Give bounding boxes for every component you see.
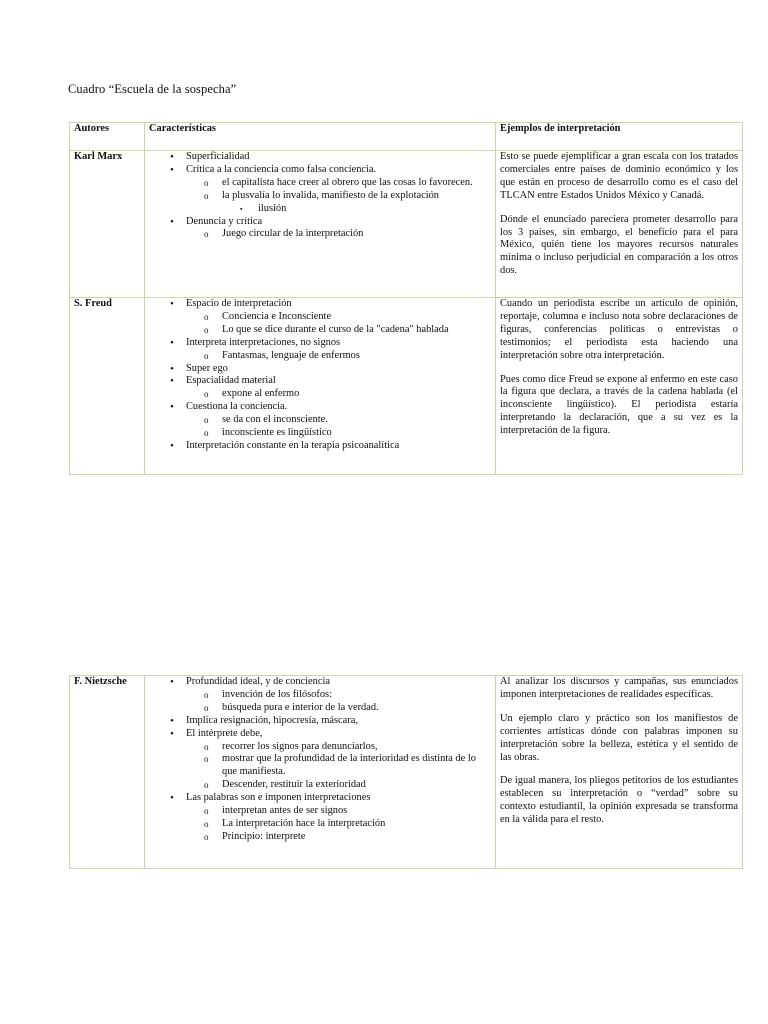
example-paragraph: De igual manera, los pliegos petitorios de los estudiantes establecen su interpretación o “verdad” sobre su contexto estudiantil, la opinión expresada se transforma en la válida para el resto.: [500, 775, 738, 826]
table-page-1: [69, 122, 743, 475]
list-item: • Implica resignación, hipocresía, máscara,: [186, 715, 491, 728]
list-item: • Superficialidad: [186, 151, 491, 164]
example-paragraph: Esto se puede ejemplificar a gran escala con los tratados comerciales entre países de dominio económico y los que están en proceso de desarrollo como es el caso del TLCAN entre Estados Unidos México y Canadá.: [500, 151, 738, 201]
header-autores: Autores: [70, 123, 145, 151]
list-item: o búsqueda pura e interior de la verdad.: [222, 702, 491, 715]
list-item: o Descender, restituir la exterioridad: [222, 779, 491, 792]
list-item: o Fantasmas, lenguaje de enfermos: [222, 350, 491, 363]
list-item: [222, 190, 491, 216]
list-item: o recorrer los signos para denunciarlos,: [222, 741, 491, 754]
list-item-text: Espacio de interpretación: [186, 298, 292, 309]
list-item-text: Espacialidad material: [186, 375, 276, 387]
list-item: o Juego circular de la interpretación: [222, 228, 491, 241]
table-row-nietzsche: [70, 676, 743, 869]
list-item: • Super ego: [186, 363, 491, 376]
example-paragraph: Dónde el enunciado pareciera prometer desarrollo para los 3 países, sin embargo, el beneficio para el para México, quién tiene los mayores recursos naturales mínima o incluso perjudicial en comparación a los otros dos.: [500, 213, 738, 277]
example-paragraph: Cuando un periodista escribe un artículo de opinión, reportaje, columna e incluso nota sobre declaraciones de figuras, conferencias políticas o entrevistas o testimonios; el periodista esta haciendo una interpretación sobre otra interpretación.: [500, 298, 738, 361]
list-item: o se da con el inconsciente.: [222, 414, 491, 427]
example-paragraph: Al analizar los discursos y campañas, sus enunciados imponen interpretaciones de realidades específicas.: [500, 676, 738, 700]
list-item: [186, 164, 491, 216]
list-item: o inconsciente es lingüístico: [222, 427, 491, 440]
examples-nietzsche: [496, 676, 743, 869]
header-ejemplos: Ejemplos de interpretación: [496, 123, 743, 151]
list-item-text: El intérprete debe,: [186, 727, 263, 739]
list-item: o mostrar que la profundidad de la interioridad es distinta de lo que manifiesta.: [222, 753, 491, 779]
list-item: o Lo que se dice durante el curso de la "cadena" hablada: [222, 324, 491, 337]
list-item: [186, 298, 491, 337]
author-nietzsche: F. Nietzsche: [70, 676, 145, 869]
table-row-marx: [70, 151, 743, 298]
example-paragraph: Un ejemplo claro y práctico son los manifiestos de corrientes artísticas dónde con palabras imponen su interpretación sobre la belleza, estética y el sentido de las obras.: [500, 712, 738, 763]
list-item-text: Crítica a la conciencia como falsa conciencia.: [186, 163, 377, 175]
table-page-2: [69, 675, 743, 869]
list-item: [186, 792, 491, 844]
list-item: [186, 216, 491, 242]
list-item: o interpretan antes de ser signos: [222, 805, 491, 818]
list-item: o Principio: interprete: [222, 831, 491, 844]
table-row-freud: [70, 298, 743, 475]
list-item: o expone al enfermo: [222, 388, 491, 401]
examples-marx: [496, 151, 743, 298]
list-item: o el capitalista hace creer al obrero que las cosas lo favorecen.: [222, 177, 491, 190]
list-item-text: Profundidad ideal, y de conciencia: [186, 676, 330, 687]
characteristics-nietzsche: [145, 676, 496, 869]
list-item: • Interpretación constante en la terapia psicoanalítica: [186, 440, 491, 453]
list-item: [186, 337, 491, 363]
example-paragraph: Pues como dice Freud se expone al enfermo en este caso la figura que declara, a través de la cadena hablada (el inconsciente lingüístico). El periodista estaría interpretando la declaración, que a su vez es la interpretación de la figura.: [500, 373, 738, 437]
list-item: [186, 728, 491, 793]
examples-freud: [496, 298, 743, 475]
list-item-text: Interpreta interpretaciones, no signos: [186, 336, 341, 348]
characteristics-marx: [145, 151, 496, 298]
list-item-text: Las palabras son e imponen interpretaciones: [186, 792, 371, 804]
list-item: o invención de los filósofos:: [222, 689, 491, 702]
list-item-text: Denuncia y crítica: [186, 215, 263, 227]
list-item: [186, 375, 491, 401]
author-freud: S. Freud: [70, 298, 145, 475]
list-item: ▪ ilusión: [258, 203, 491, 216]
list-item: o La interpretación hace la interpretación: [222, 818, 491, 831]
author-marx: Karl Marx: [70, 151, 145, 298]
list-item-text: Cuestiona la conciencia.: [186, 401, 288, 413]
list-item: [186, 676, 491, 715]
header-row: [70, 123, 743, 151]
list-item: [186, 401, 491, 440]
list-item: o Conciencia e Inconsciente: [222, 311, 491, 324]
header-caracteristicas: Características: [145, 123, 496, 151]
characteristics-freud: [145, 298, 496, 475]
document-title: Cuadro “Escuela de la sospecha”: [68, 82, 237, 96]
list-item-text: la plusvalía lo invalida, manifiesto de la explotación: [222, 189, 439, 201]
